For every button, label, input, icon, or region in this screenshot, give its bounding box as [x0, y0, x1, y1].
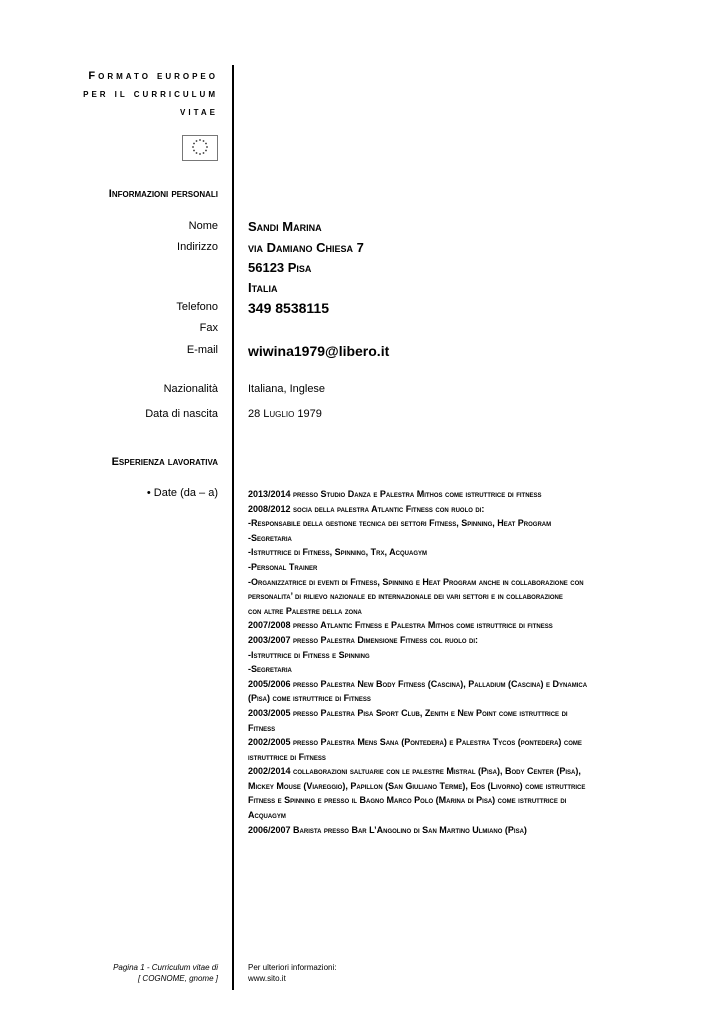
experience-line: 2013/2014 presso Studio Danza e Palestra Mithos come istruttrice di fitness — [248, 489, 542, 499]
label-dates: • Date (da – a) — [146, 487, 218, 499]
cv-title — [83, 67, 218, 121]
footer-left — [113, 962, 218, 984]
label-birthdate: Data di nascita — [145, 408, 218, 420]
value-email[interactable]: wiwina1979@libero.it — [248, 343, 390, 359]
value-address-line2: 56123 Pisa — [248, 260, 312, 275]
value-name: Sandi Marina — [248, 219, 322, 234]
experience-line: -Istruttrice di Fitness e Spinning — [248, 649, 370, 660]
vertical-divider — [232, 65, 234, 990]
experience-line: -Istruttrice di Fitness, Spinning, Trx, Acquagym — [248, 547, 428, 558]
experience-line: istruttrice di Fitness — [248, 751, 326, 762]
label-nationality: Nazionalità — [163, 383, 218, 395]
experience-line: 2006/2007 Barista presso Bar L’Angolino di San Martino Ulmiano (Pisa) — [248, 824, 527, 835]
experience-line: -Segretaria — [248, 532, 292, 543]
label-fax: Fax — [199, 322, 218, 334]
experience-line: 2007/2008 presso Atlantic Fitness e Palestra Mithos come istruttrice di fitness — [248, 620, 553, 631]
experience-line: con altre Palestre della zona — [248, 605, 362, 616]
footer-info-label: Per ulteriori informazioni: — [248, 963, 337, 972]
footer-website-link[interactable]: www.sito.it — [248, 974, 286, 983]
experience-line: Fitness — [248, 722, 276, 733]
experience-line: Mickey Mouse (Viareggio), Papillon (San Giuliano Terme), Eos (Livorno) come istruttrice — [248, 780, 586, 791]
cv-title-line3: vitae — [180, 106, 218, 118]
experience-line: 2005/2006 presso Palestra New Body Fitness (Cascina), Palladium (Cascina) e Dynamica — [248, 678, 588, 689]
cv-title-line2: per il curriculum — [83, 88, 218, 100]
cv-title-line1: Formato europeo — [88, 70, 218, 82]
experience-line: (Pisa) come istruttrice di Fitness — [248, 693, 371, 704]
experience-line: -Segretaria — [248, 664, 292, 675]
label-phone: Telefono — [176, 301, 218, 313]
experience-line: Acquagym — [248, 810, 286, 821]
experience-line: 2003/2007 presso Palestra Dimensione Fitness col ruolo di: — [248, 634, 479, 645]
value-address-line3: Italia — [248, 280, 278, 295]
experience-line: Fitness e Spinning e presso il Bagno Marco Polo (Marina di Pisa) come istruttrice di — [248, 795, 567, 806]
experience-line: 2002/2005 presso Palestra Mens Sana (Pontedera) e Palestra Tycos (pontedera) come — [248, 737, 582, 748]
eu-flag-icon — [182, 135, 218, 161]
footer-name-placeholder: [ COGNOME, gnome ] — [137, 974, 218, 983]
label-email: E-mail — [186, 344, 218, 356]
experience-line: personalita’ di rilievo nazionale ed internazionale dei vari settori e in collaborazione — [248, 591, 563, 602]
section-title-personal: Informazioni personali — [108, 188, 218, 200]
footer-right — [248, 962, 336, 984]
label-name: Nome — [188, 220, 218, 232]
value-birthdate: 28 Luglio 1979 — [248, 408, 322, 420]
value-address-line1: via Damiano Chiesa 7 — [248, 240, 364, 255]
section-title-experience: Esperienza lavorativa — [111, 456, 218, 468]
experience-line: 2008/2012 socia della palestra Atlantic Fitness con ruolo di: — [248, 503, 485, 514]
footer-page-label: Pagina 1 - Curriculum vitae di — [113, 963, 218, 972]
label-address: Indirizzo — [177, 241, 218, 253]
value-phone: 349 8538115 — [248, 300, 329, 316]
experience-line: 2003/2005 presso Palestra Pisa Sport Club, Zenith e New Point come istruttrice di — [248, 707, 568, 718]
experience-line: 2002/2014 collaborazioni saltuarie con le palestre Mistral (Pisa), Body Center (Pisa), — [248, 766, 581, 777]
value-nationality: Italiana, Inglese — [248, 383, 326, 395]
experience-list — [248, 487, 688, 837]
experience-line: -Organizzatrice di eventi di Fitness, Spinning e Heat Program anche in collaborazione con — [248, 576, 584, 587]
experience-line: -Personal Trainer — [248, 561, 318, 572]
experience-line: -Responsabile della gestione tecnica dei settori Fitness, Spinning, Heat Program — [248, 518, 552, 529]
